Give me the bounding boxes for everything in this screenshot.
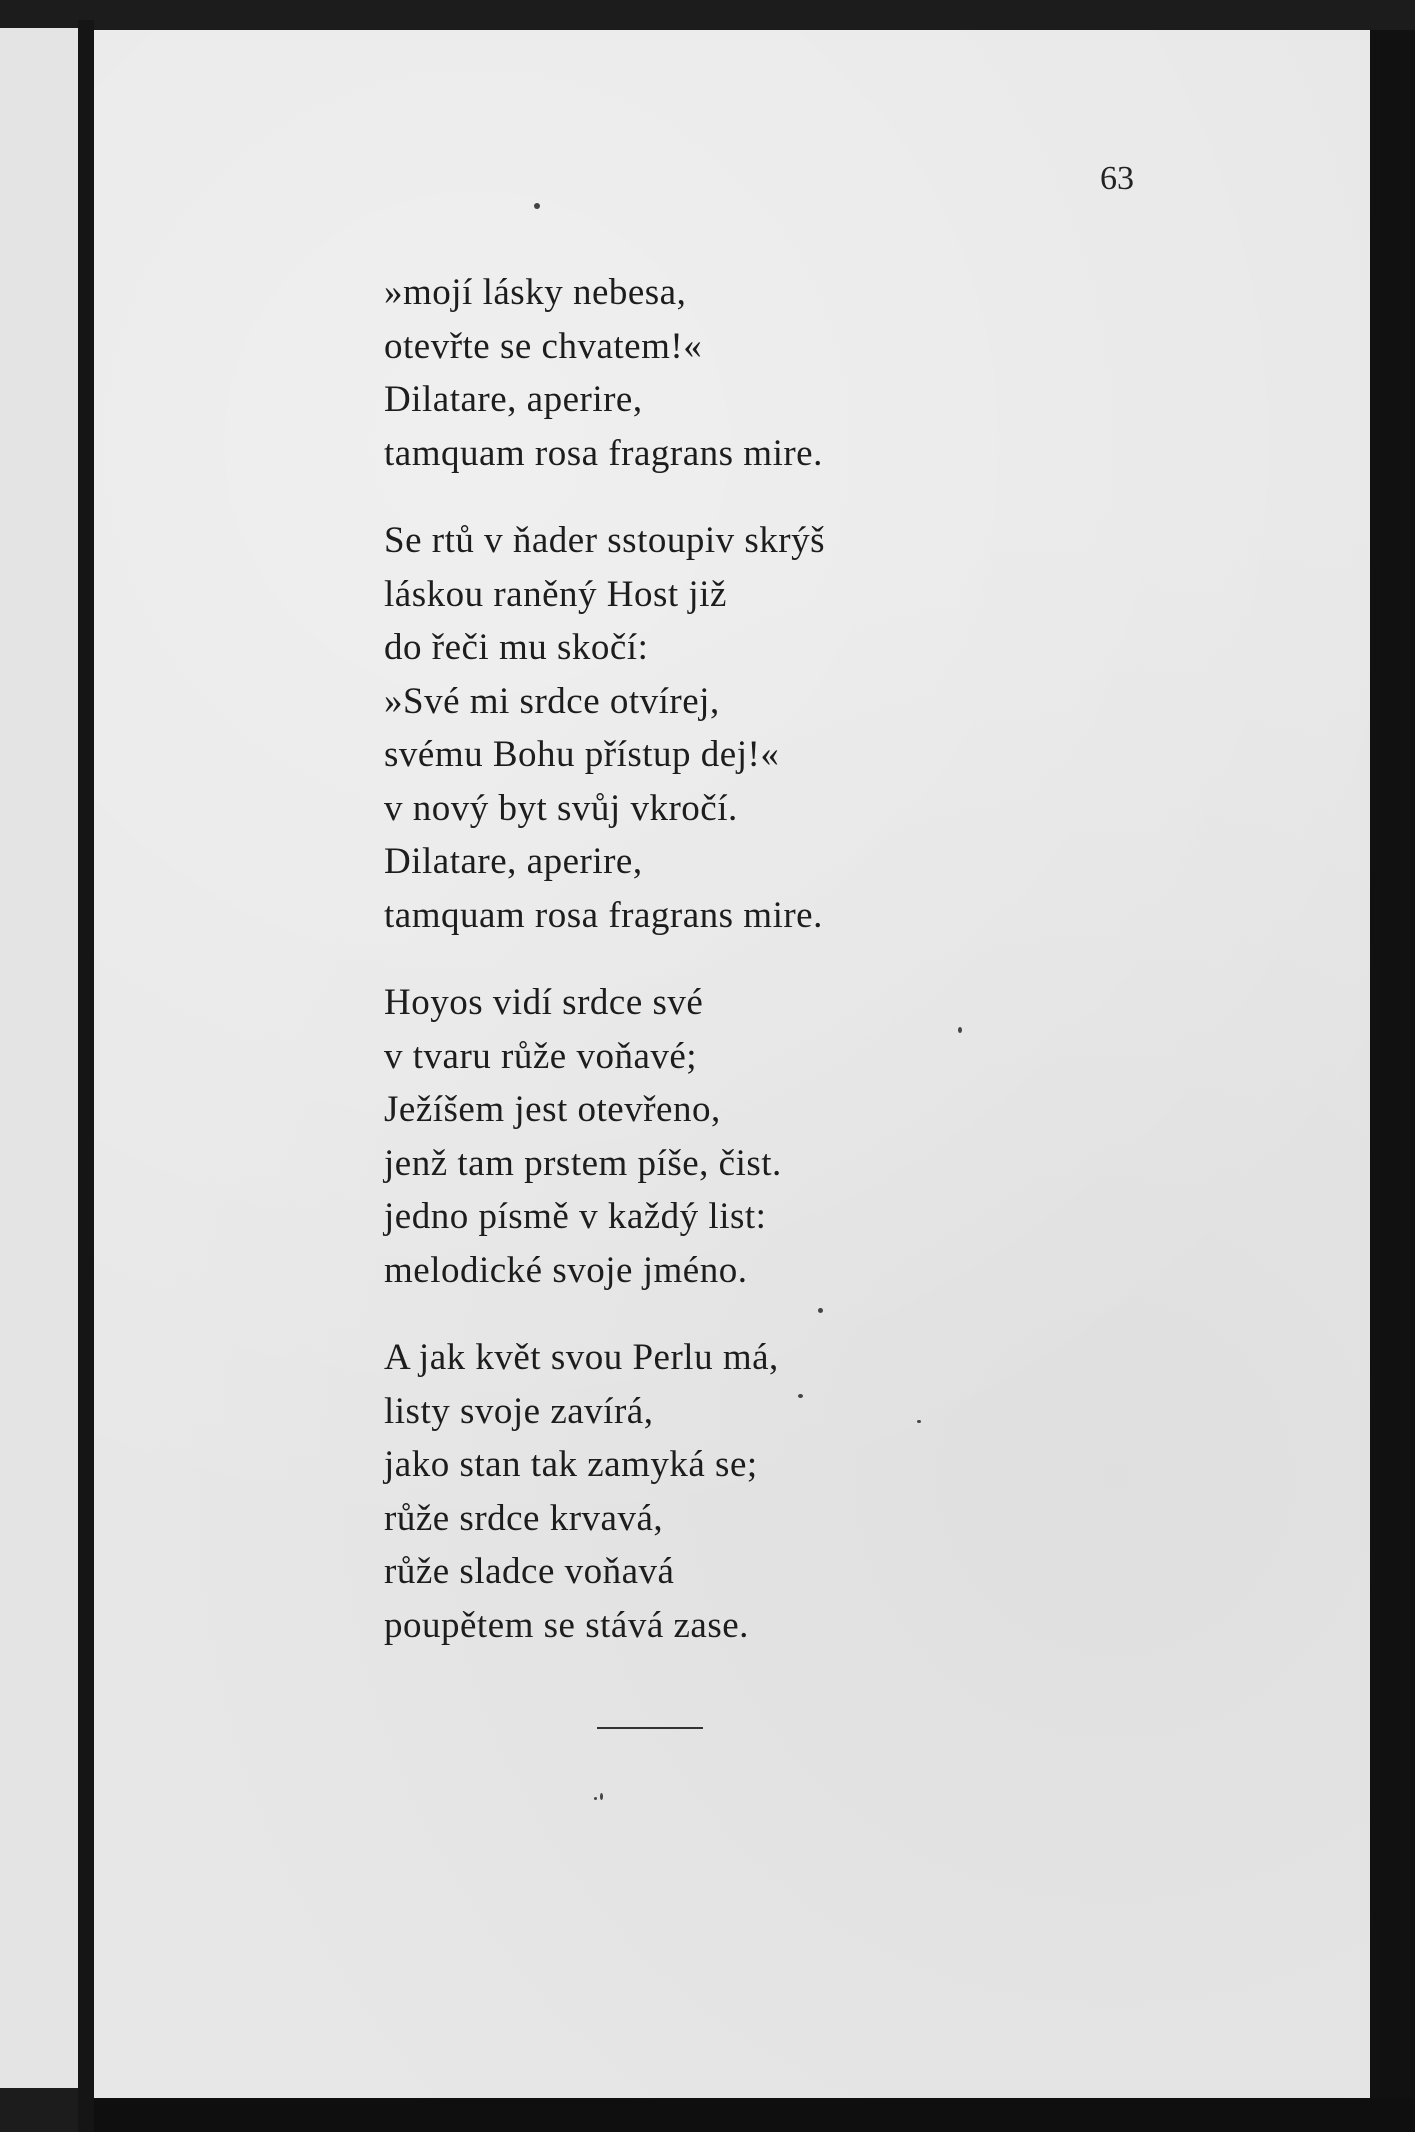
scan-speck xyxy=(958,1027,962,1033)
book-gutter xyxy=(78,20,94,2132)
scan-speck xyxy=(600,1793,603,1800)
scan-speck xyxy=(818,1308,823,1313)
poem-line: v tvaru růže voňavé; xyxy=(384,1035,698,1077)
poem-line: »Své mi srdce otvírej, xyxy=(384,680,720,722)
scan-speck xyxy=(798,1394,803,1398)
poem-line: Ježíšem jest otevřeno, xyxy=(384,1089,721,1130)
poem-line: růže sladce voňavá xyxy=(384,1551,675,1592)
poem-line: láskou raněný Host již xyxy=(384,573,727,615)
poem-line: Dilatare, aperire, xyxy=(384,841,643,882)
end-rule xyxy=(597,1727,703,1729)
stanza-3 xyxy=(384,976,1084,1297)
poem-line: v nový byt svůj vkročí. xyxy=(384,787,738,829)
poem-line: Hoyos vidí srdce své xyxy=(384,982,704,1023)
poem-line: jenž tam prstem píše, čist. xyxy=(384,1142,782,1184)
stanza-1 xyxy=(384,266,1084,480)
poem-line: poupětem se stává zase. xyxy=(384,1604,749,1646)
poem-line: A jak květ svou Perlu má, xyxy=(384,1337,779,1378)
poem-line: svému Bohu přístup dej!« xyxy=(384,734,780,775)
poem-line: do řeči mu skočí: xyxy=(384,627,649,668)
scan-speck xyxy=(534,203,540,209)
poem-line: jako stan tak zamyká se; xyxy=(384,1444,758,1485)
scan-speck xyxy=(917,1420,921,1423)
poem-line: »mojí lásky nebesa, xyxy=(384,272,687,313)
scan-border-bottom xyxy=(94,2098,1415,2132)
poem-line: melodické svoje jméno. xyxy=(384,1249,748,1291)
poem-line: tamquam rosa fragrans mire. xyxy=(384,432,823,474)
poem-line: otevřte se chvatem!« xyxy=(384,325,703,367)
facing-page-edge xyxy=(0,28,78,2088)
poem-line: listy svoje zavírá, xyxy=(384,1390,654,1432)
poem-text xyxy=(384,266,1084,1686)
scan-speck xyxy=(594,1797,597,1800)
stanza-4 xyxy=(384,1331,1084,1652)
poem-line: Dilatare, aperire, xyxy=(384,379,643,420)
page-number: 63 xyxy=(1100,160,1134,197)
poem-line: Se rtů v ňader sstoupiv skrýš xyxy=(384,520,825,561)
poem-line: tamquam rosa fragrans mire. xyxy=(384,894,823,936)
stanza-2 xyxy=(384,514,1084,942)
poem-line: růže srdce krvavá, xyxy=(384,1497,664,1539)
scan-border-right xyxy=(1370,30,1415,2132)
poem-line: jedno písmě v každý list: xyxy=(384,1196,767,1237)
